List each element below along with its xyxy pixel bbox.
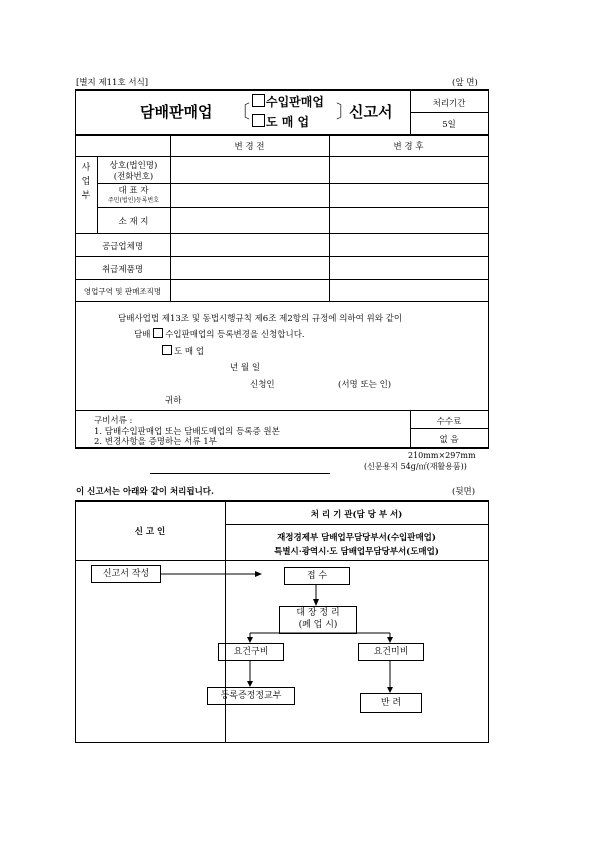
title-bracket-close: 〕 (336, 102, 354, 123)
applicant-label: 신청인 (250, 380, 275, 390)
title-suffix: 신고서 (349, 103, 393, 121)
processing-period-value: 5일 (442, 120, 456, 130)
docs-item2: 2. 변경사항을 증명하는 서류 1부 (94, 437, 217, 447)
dept-wholesale: 특별시·광역시·도 담배업무담당부서(도매업) (274, 547, 439, 557)
statement-line2: 담배 수입판매업의 등록변경을 신청합니다. (134, 330, 305, 340)
title-option-import: 수입판매업 (252, 93, 324, 110)
form-number: [별지 제11호 서식] (76, 78, 149, 88)
step-issue-certificate: 등록증정정교부 (207, 687, 295, 705)
step-receive: 접 수 (284, 567, 350, 585)
column-before: 변 경 전 (234, 142, 265, 152)
back-notice: 이 신고서는 아래와 같이 처리됩니다. (76, 487, 214, 497)
row-products: 취급제품명 (101, 265, 144, 275)
docs-item1: 1. 담배수입판매업 또는 담배도매업의 등록증 원본 (94, 427, 280, 437)
fee-label: 수수료 (436, 417, 462, 427)
fee-value: 없 음 (439, 435, 459, 445)
step-ledger: 대 장 정 리 (폐 업 시) (279, 606, 357, 634)
step-write-application: 신고서 작성 (91, 565, 161, 583)
sign-label: (서명 또는 인) (338, 380, 392, 390)
step-requirements-met: 요건구비 (218, 643, 284, 661)
column-after: 변 경 후 (393, 142, 424, 152)
step-requirements-unmet: 요건미비 (358, 643, 424, 661)
paper-size: 210mm×297mm (408, 451, 476, 460)
col-applicant: 신 고 인 (134, 527, 166, 537)
title-prefix: 담배판매업 (140, 103, 213, 121)
row-supplier: 공급업체명 (101, 242, 144, 252)
back-side-label: (뒷면) (452, 487, 476, 497)
business-group-label: 사 업 부 (81, 163, 91, 201)
title-option-wholesale: 도 매 업 (252, 113, 309, 130)
processing-period-label: 처리기간 (432, 99, 466, 109)
dept-import: 재정경제부 담배업무담당부서(수입판매업) (277, 533, 436, 543)
row-trade-name: 상호(법인명) (전화번호) (109, 161, 158, 182)
paper-spec: (신문용지 54g/㎡(재활용품)) (364, 462, 467, 471)
page-side-label: (앞 면) (452, 78, 478, 88)
col-processing-agency: 처 리 기 관(담 당 부 서) (310, 510, 403, 520)
statement-date: 년 월 일 (230, 363, 261, 373)
docs-title: 구비서류 : (94, 416, 133, 426)
title-bracket-open: 〔 (232, 102, 250, 123)
statement-line3: 도 매 업 (162, 345, 204, 357)
statement-line1: 담배사업법 제13조 및 동법시행규칙 제6조 제2항의 규정에 의하여 위와 같이 (118, 314, 403, 324)
step-return: 반 려 (360, 693, 422, 713)
row-location: 소 재 지 (118, 217, 149, 227)
row-sales-area: 영업구역 및 판매조직명 (83, 287, 162, 296)
row-representative: 대 표 자 주민(법인)등록번호 (107, 186, 160, 204)
addressee-label: 귀하 (165, 396, 182, 406)
